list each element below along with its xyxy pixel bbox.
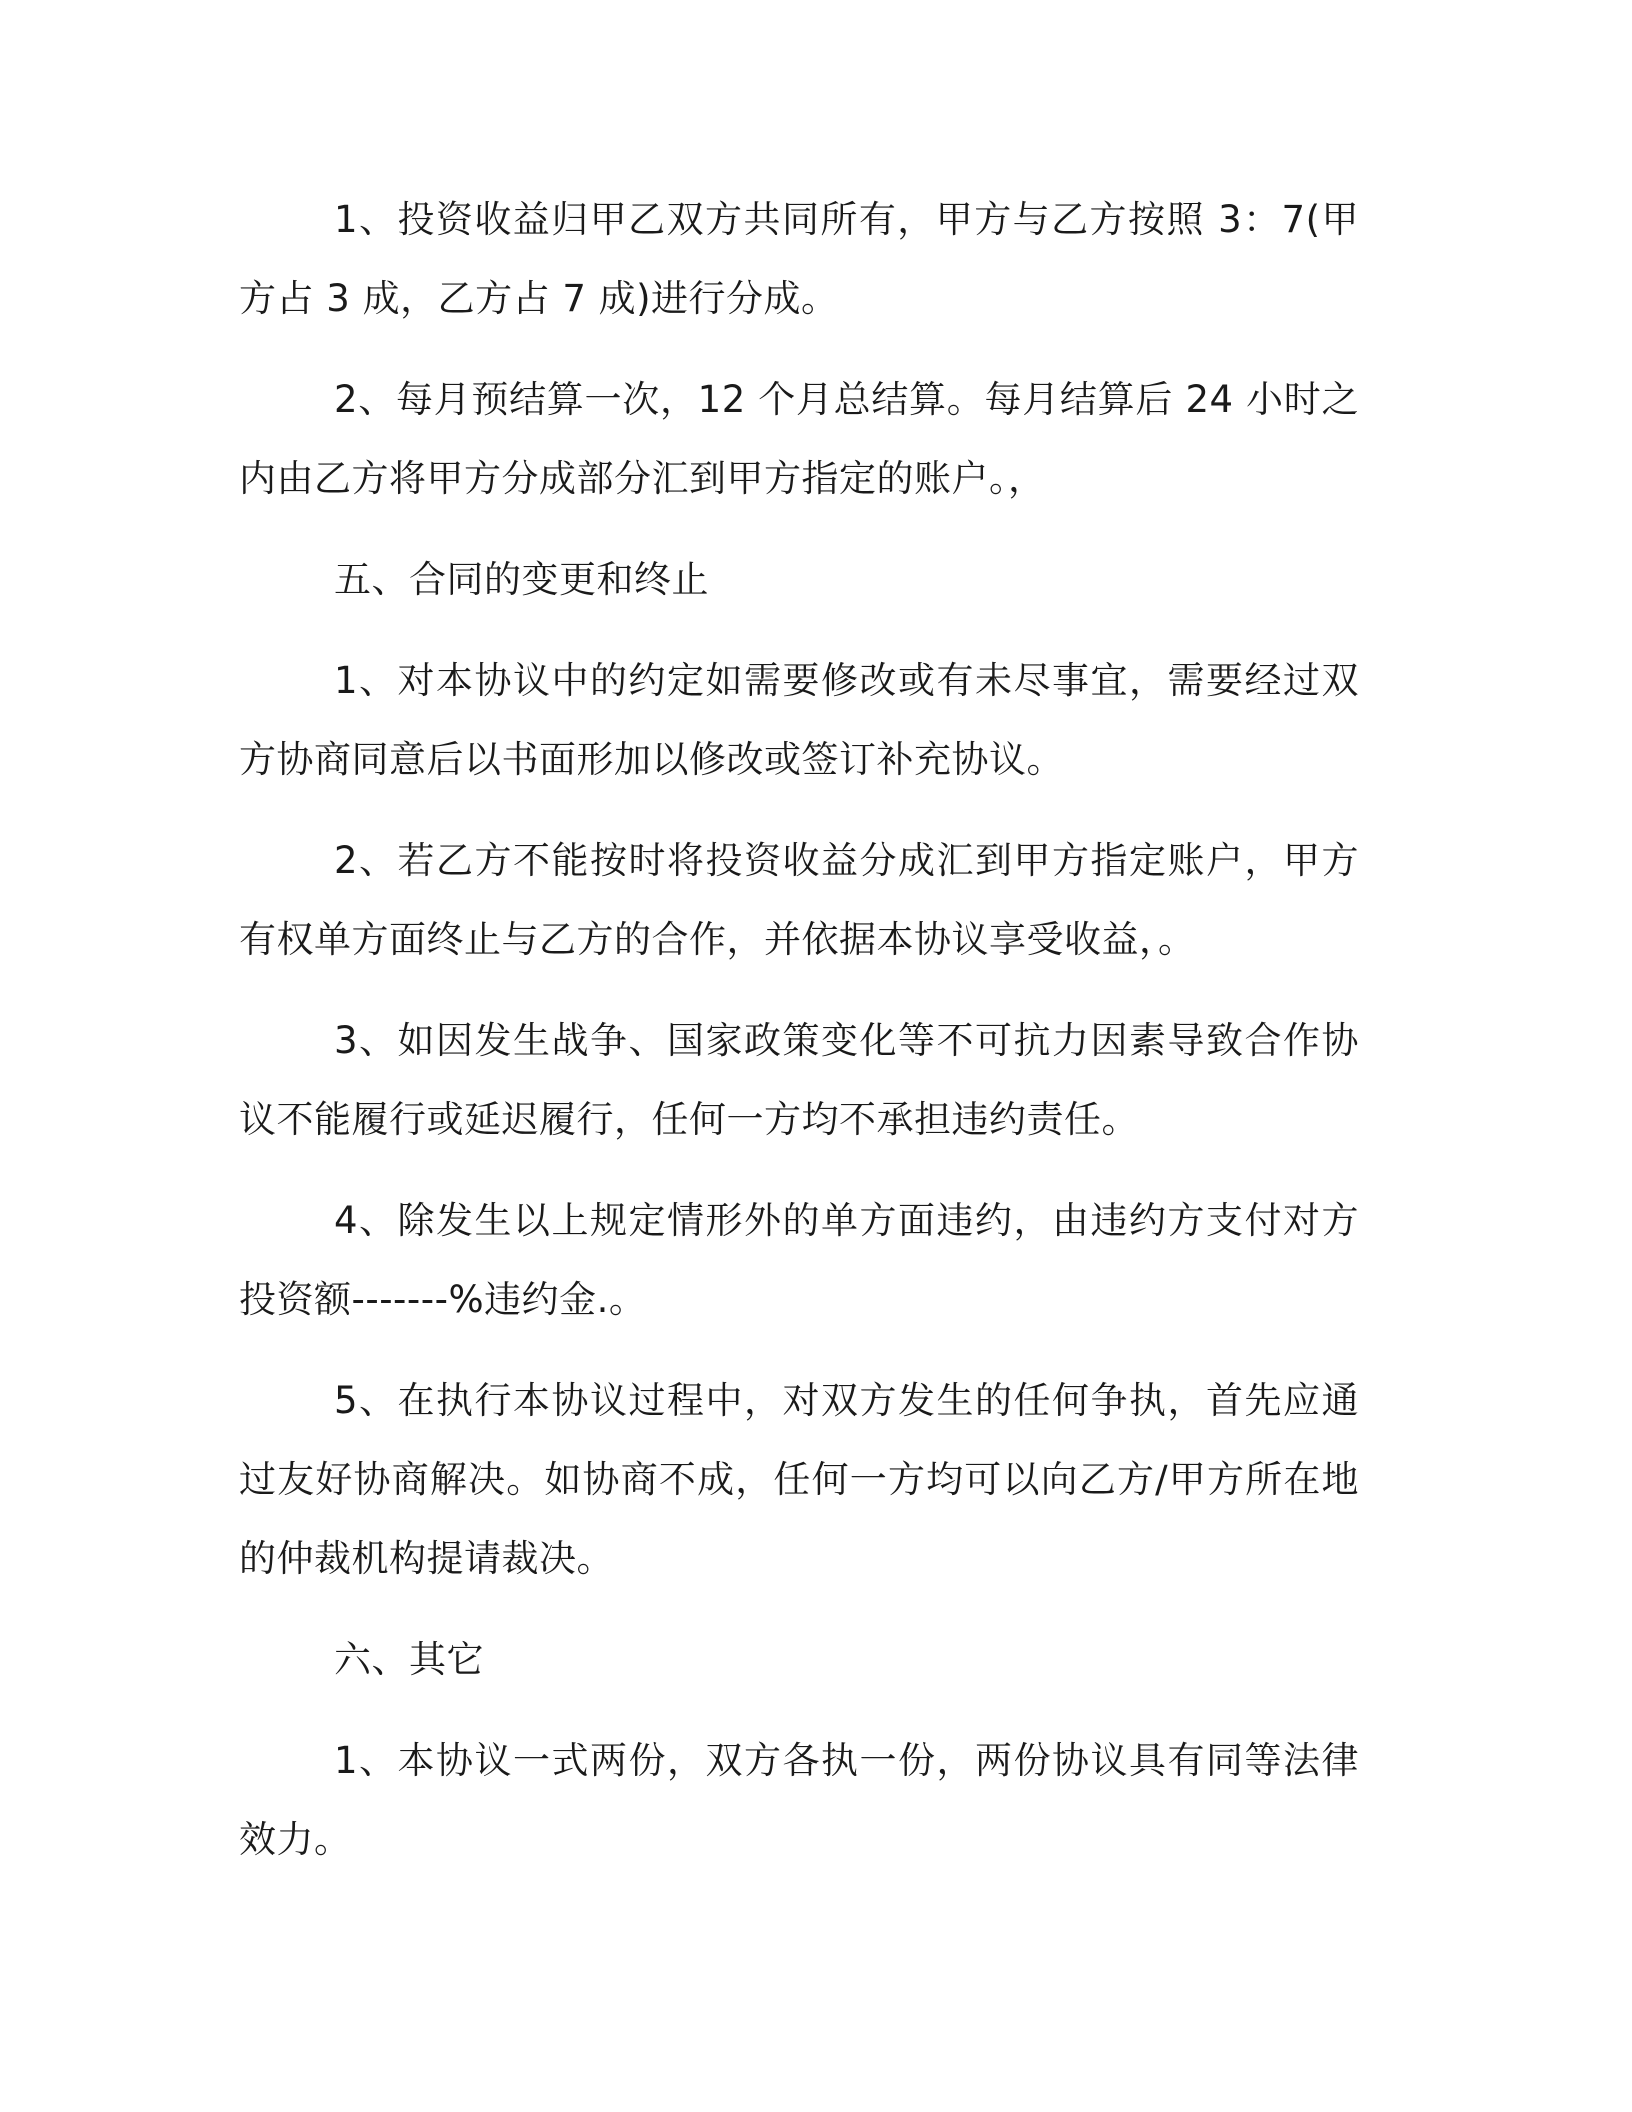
clause-copies: 1、本协议一式两份，双方各执一份，两份协议具有同等法律效力。: [239, 1739, 1359, 1861]
document-body: [239, 180, 1359, 1901]
section-heading-other: 六、其它: [334, 1638, 484, 1681]
clause-dispute-resolution: 5、在执行本协议过程中，对双方发生的任何争执，首先应通过友好协商解决。如协商不成，任何一方均可以向乙方/甲方所在地的仲裁机构提请裁决。: [239, 1379, 1359, 1580]
clause-settlement: 2、每月预结算一次，12 个月总结算。每月结算后 24 小时之内由乙方将甲方分成部分汇到甲方指定的账户。，: [239, 378, 1359, 500]
clause-profit-sharing: 1、投资收益归甲乙双方共同所有，甲方与乙方按照 3：7(甲方占 3 成，乙方占 7 成)进行分成。: [239, 198, 1359, 320]
clause-termination: 2、若乙方不能按时将投资收益分成汇到甲方指定账户，甲方有权单方面终止与乙方的合作，并依据本协议享受收益，。: [239, 839, 1359, 961]
clause-breach-penalty: 4、除发生以上规定情形外的单方面违约，由违约方支付对方投资额-------%违约金.。: [239, 1199, 1359, 1321]
clause-force-majeure: 3、如因发生战争、国家政策变化等不可抗力因素导致合作协议不能履行或延迟履行，任何一方均不承担违约责任。: [239, 1019, 1359, 1141]
clause-amendment: 1、对本协议中的约定如需要修改或有未尽事宜，需要经过双方协商同意后以书面形加以修改或签订补充协议。: [239, 659, 1359, 781]
section-heading-contract-change: 五、合同的变更和终止: [334, 558, 709, 601]
